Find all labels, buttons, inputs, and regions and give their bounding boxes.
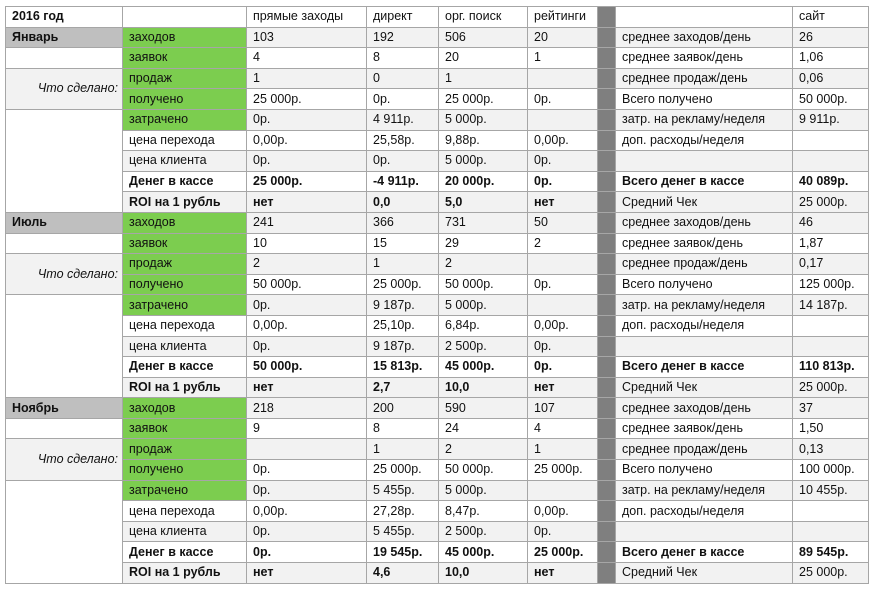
site-metric-value [793,336,869,357]
month-label: Июль [6,212,123,233]
value-cell: 2 500р. [439,336,528,357]
value-cell: 0,00р. [528,501,598,522]
metric-label: цена клиента [123,521,247,542]
table-row [6,171,869,192]
empty-header-cell [123,7,247,28]
site-metric-label: затр. на рекламу/неделя [616,295,793,316]
value-cell: 45 000р. [439,542,528,563]
value-cell: 25 000р. [528,542,598,563]
site-metric-label: затр. на рекламу/неделя [616,480,793,501]
metric-label: цена перехода [123,315,247,336]
site-metric-label: Средний Чек [616,192,793,213]
table-row [6,563,869,584]
spacer-cell [6,418,123,439]
value-cell: 4 911р. [367,109,439,130]
month-label: Январь [6,27,123,48]
what-done-label: Что сделано: [6,439,123,480]
table-row [6,192,869,213]
value-cell: 2 [439,439,528,460]
site-metric-value: 37 [793,398,869,419]
value-cell: нет [528,377,598,398]
value-cell: 9 [247,418,367,439]
month-label: Ноябрь [6,398,123,419]
site-metric-label: Всего получено [616,89,793,110]
site-metric-label: среднее заявок/день [616,233,793,254]
value-cell: 27,28р. [367,501,439,522]
metric-label: затрачено [123,295,247,316]
stats-table [5,6,869,584]
header-row [6,7,869,28]
value-cell: нет [528,192,598,213]
value-cell: 2 [247,254,367,275]
value-cell: 0р. [528,151,598,172]
site-metric-value: 40 089р. [793,171,869,192]
table-row [6,377,869,398]
metric-label: Денег в кассе [123,171,247,192]
site-metric-label: среднее продаж/день [616,254,793,275]
site-metric-value [793,315,869,336]
separator-cell [598,418,616,439]
value-cell: 19 545р. [367,542,439,563]
value-cell: 15 [367,233,439,254]
value-cell: 15 813р. [367,357,439,378]
site-metric-label: Средний Чек [616,563,793,584]
separator-cell [598,501,616,522]
site-metric-label: затр. на рекламу/неделя [616,109,793,130]
metric-label: заходов [123,27,247,48]
separator-cell [598,192,616,213]
value-cell: 192 [367,27,439,48]
metric-label: цена перехода [123,501,247,522]
site-metric-value: 110 813р. [793,357,869,378]
value-cell [247,439,367,460]
value-cell: 0р. [528,521,598,542]
value-cell: 103 [247,27,367,48]
table-row [6,27,869,48]
metric-label: заявок [123,48,247,69]
spacer-cell [6,48,123,69]
site-metric-label: среднее заявок/день [616,418,793,439]
separator-cell [598,233,616,254]
value-cell: 8 [367,48,439,69]
spacer-cell [6,480,123,583]
metric-label: продаж [123,439,247,460]
table-row [6,212,869,233]
value-cell: 731 [439,212,528,233]
metric-label: заявок [123,233,247,254]
value-cell: 2,7 [367,377,439,398]
value-cell [528,68,598,89]
metric-label: заявок [123,418,247,439]
spacer-cell [6,295,123,398]
site-metric-label [616,336,793,357]
value-cell: 24 [439,418,528,439]
value-cell: 5 000р. [439,295,528,316]
table-row [6,89,869,110]
value-cell: 25 000р. [439,89,528,110]
site-metric-label: среднее заявок/день [616,48,793,69]
site-metric-value: 14 187р. [793,295,869,316]
value-cell: 5,0 [439,192,528,213]
separator-cell [598,398,616,419]
value-cell [528,295,598,316]
value-cell: 5 455р. [367,480,439,501]
site-metric-value: 0,13 [793,439,869,460]
value-cell: 50 000р. [247,274,367,295]
site-metric-label: доп. расходы/неделя [616,501,793,522]
value-cell: 0 [367,68,439,89]
value-cell: 0р. [247,460,367,481]
empty-header-cell [616,7,793,28]
value-cell: 0р. [247,151,367,172]
value-cell: 0,00р. [247,501,367,522]
site-metric-label: Всего денег в кассе [616,171,793,192]
table-row [6,315,869,336]
metric-label: ROI на 1 рубль [123,192,247,213]
site-metric-value: 0,06 [793,68,869,89]
value-cell: 1 [367,439,439,460]
separator-cell [598,377,616,398]
table-row [6,439,869,460]
site-metric-value: 50 000р. [793,89,869,110]
metric-label: заходов [123,398,247,419]
value-cell: 1 [528,48,598,69]
value-cell: 6,84р. [439,315,528,336]
table-row [6,336,869,357]
metric-label: затрачено [123,109,247,130]
value-cell: 0р. [528,336,598,357]
value-cell: 0,00р. [528,130,598,151]
value-cell: 45 000р. [439,357,528,378]
separator-cell [598,171,616,192]
value-cell: 0,0 [367,192,439,213]
value-cell: 25 000р. [247,171,367,192]
value-cell: 25 000р. [247,89,367,110]
value-cell: нет [247,192,367,213]
value-cell: 0р. [367,89,439,110]
value-cell: 9 187р. [367,295,439,316]
value-cell: 590 [439,398,528,419]
site-metric-value: 25 000р. [793,563,869,584]
site-metric-value [793,151,869,172]
site-metric-value [793,501,869,522]
value-cell: нет [247,563,367,584]
separator-cell [598,460,616,481]
value-cell: 0р. [528,89,598,110]
organic-header: орг. поиск [439,7,528,28]
metric-label: продаж [123,68,247,89]
table-row [6,398,869,419]
value-cell: 50 000р. [247,357,367,378]
site-metric-label: Всего получено [616,274,793,295]
value-cell: 25,10р. [367,315,439,336]
site-metric-value: 9 911р. [793,109,869,130]
value-cell: 1 [439,68,528,89]
site-metric-value: 89 545р. [793,542,869,563]
site-metric-value: 125 000р. [793,274,869,295]
value-cell: 20 [439,48,528,69]
separator-cell [598,68,616,89]
metric-label: Денег в кассе [123,357,247,378]
what-done-label: Что сделано: [6,68,123,109]
what-done-label: Что сделано: [6,254,123,295]
value-cell: 25 000р. [528,460,598,481]
separator-cell [598,315,616,336]
site-metric-value: 100 000р. [793,460,869,481]
value-cell: 2 500р. [439,521,528,542]
separator-cell [598,48,616,69]
value-cell: 20 000р. [439,171,528,192]
value-cell: 241 [247,212,367,233]
site-metric-value: 1,06 [793,48,869,69]
site-metric-value: 1,50 [793,418,869,439]
separator-cell [598,130,616,151]
value-cell: 25,58р. [367,130,439,151]
ratings-header: рейтинги [528,7,598,28]
separator-cell [598,7,616,28]
separator-cell [598,89,616,110]
separator-cell [598,274,616,295]
site-metric-value: 0,17 [793,254,869,275]
value-cell: 1 [528,439,598,460]
site-metric-value: 25 000р. [793,377,869,398]
separator-cell [598,439,616,460]
value-cell [528,480,598,501]
value-cell: 0,00р. [528,315,598,336]
spacer-cell [6,109,123,212]
value-cell: 10,0 [439,377,528,398]
value-cell: 0р. [247,542,367,563]
separator-cell [598,295,616,316]
value-cell: 0р. [247,480,367,501]
value-cell: 0р. [247,109,367,130]
table-row [6,295,869,316]
value-cell: 9,88р. [439,130,528,151]
value-cell: 50 000р. [439,460,528,481]
site-metric-label: Средний Чек [616,377,793,398]
table-row [6,357,869,378]
metric-label: затрачено [123,480,247,501]
value-cell: 8 [367,418,439,439]
value-cell: 2 [439,254,528,275]
site-metric-value: 10 455р. [793,480,869,501]
separator-cell [598,336,616,357]
stats-table-body [6,7,869,584]
value-cell: 8,47р. [439,501,528,522]
metric-label: цена перехода [123,130,247,151]
site-metric-label: среднее продаж/день [616,68,793,89]
value-cell: 1 [367,254,439,275]
value-cell: 0р. [247,336,367,357]
value-cell: 0,00р. [247,130,367,151]
value-cell: 218 [247,398,367,419]
metric-label: Денег в кассе [123,542,247,563]
metric-label: ROI на 1 рубль [123,563,247,584]
separator-cell [598,542,616,563]
value-cell: 4 [247,48,367,69]
value-cell [528,254,598,275]
site-metric-value: 25 000р. [793,192,869,213]
separator-cell [598,212,616,233]
value-cell: 5 000р. [439,109,528,130]
value-cell: 4 [528,418,598,439]
site-metric-value [793,521,869,542]
table-row [6,109,869,130]
value-cell: 0р. [247,295,367,316]
value-cell [528,109,598,130]
metric-label: цена клиента [123,151,247,172]
site-metric-value [793,130,869,151]
year-header: 2016 год [6,7,123,28]
metric-label: ROI на 1 рубль [123,377,247,398]
table-row [6,480,869,501]
value-cell: 25 000р. [367,460,439,481]
value-cell: 2 [528,233,598,254]
site-metric-label: доп. расходы/неделя [616,315,793,336]
table-row [6,501,869,522]
metric-label: получено [123,460,247,481]
spacer-cell [6,233,123,254]
value-cell: 9 187р. [367,336,439,357]
direct-visits-header: прямые заходы [247,7,367,28]
table-row [6,254,869,275]
value-cell: 5 000р. [439,151,528,172]
value-cell: 200 [367,398,439,419]
value-cell: 0,00р. [247,315,367,336]
site-metric-label: Всего получено [616,460,793,481]
value-cell: 366 [367,212,439,233]
value-cell: 20 [528,27,598,48]
value-cell: нет [247,377,367,398]
site-metric-label: среднее заходов/день [616,212,793,233]
table-row [6,151,869,172]
site-metric-label: среднее заходов/день [616,27,793,48]
metric-label: получено [123,89,247,110]
table-row [6,542,869,563]
value-cell: 0р. [247,521,367,542]
metric-label: заходов [123,212,247,233]
site-metric-label: среднее заходов/день [616,398,793,419]
site-metric-value: 1,87 [793,233,869,254]
metric-label: цена клиента [123,336,247,357]
table-row [6,48,869,69]
separator-cell [598,109,616,130]
separator-cell [598,357,616,378]
value-cell: 4,6 [367,563,439,584]
table-row [6,233,869,254]
value-cell: 10 [247,233,367,254]
separator-cell [598,27,616,48]
value-cell: 5 455р. [367,521,439,542]
table-row [6,418,869,439]
value-cell: 29 [439,233,528,254]
value-cell: 25 000р. [367,274,439,295]
site-metric-value: 26 [793,27,869,48]
site-metric-label [616,151,793,172]
value-cell: 0р. [528,357,598,378]
separator-cell [598,151,616,172]
value-cell: 506 [439,27,528,48]
separator-cell [598,480,616,501]
separator-cell [598,563,616,584]
value-cell: 107 [528,398,598,419]
metric-label: получено [123,274,247,295]
value-cell: 1 [247,68,367,89]
table-row [6,68,869,89]
site-metric-label: Всего денег в кассе [616,542,793,563]
table-row [6,130,869,151]
value-cell: -4 911р. [367,171,439,192]
table-row [6,274,869,295]
value-cell: 50 [528,212,598,233]
value-cell: 0р. [528,171,598,192]
site-metric-label: доп. расходы/неделя [616,130,793,151]
direct-header: директ [367,7,439,28]
value-cell: нет [528,563,598,584]
value-cell: 0р. [528,274,598,295]
site-metric-label: Всего денег в кассе [616,357,793,378]
site-header: сайт [793,7,869,28]
separator-cell [598,521,616,542]
value-cell: 50 000р. [439,274,528,295]
table-row [6,460,869,481]
separator-cell [598,254,616,275]
table-row [6,521,869,542]
site-metric-label: среднее продаж/день [616,439,793,460]
value-cell: 5 000р. [439,480,528,501]
value-cell: 10,0 [439,563,528,584]
site-metric-value: 46 [793,212,869,233]
value-cell: 0р. [367,151,439,172]
site-metric-label [616,521,793,542]
metric-label: продаж [123,254,247,275]
